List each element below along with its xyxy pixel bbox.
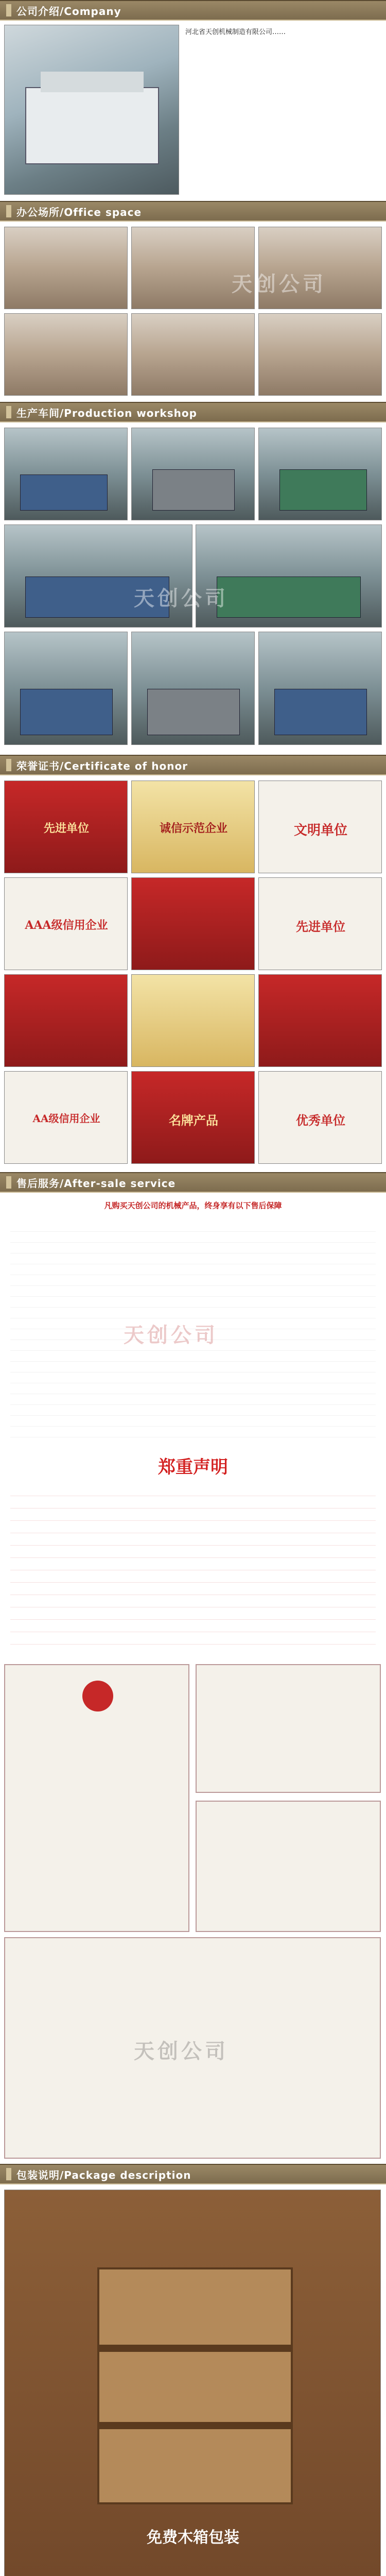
section-marker — [6, 1176, 11, 1189]
section-marker — [6, 2168, 11, 2180]
certificate-title: 诚信示范企业 — [159, 822, 227, 835]
certificate-image — [258, 781, 382, 873]
office-photo — [258, 227, 382, 309]
wooden-crate-photo — [4, 2190, 381, 2576]
section-office-header — [0, 201, 386, 222]
office-photo — [4, 313, 128, 396]
certificate-title: AA级信用企业 — [32, 1112, 100, 1125]
section-title: 办公场所/Office space — [16, 206, 142, 218]
section-title: 包装说明/Package description — [16, 2168, 191, 2181]
certificate-image — [258, 974, 382, 1067]
certificate-document-image — [196, 1664, 381, 1793]
business-license-image — [4, 1937, 381, 2159]
watermark-text: 天创公司 — [232, 272, 326, 296]
section-title: 荣誉证书/Certificate of honor — [16, 759, 188, 772]
section-package-header — [0, 2164, 386, 2184]
watermark-text: 天创公司 — [134, 2039, 229, 2063]
office-photo — [258, 313, 382, 396]
section-title: 公司介绍/Company — [16, 5, 121, 18]
service-text-area — [10, 1221, 376, 1437]
section-marker — [6, 4, 11, 16]
certificate-title: AAA级信用企业 — [25, 919, 108, 932]
service-headline: 凡购买天创公司的机械产品，终身享有以下售后保障 — [104, 1201, 282, 1210]
section-company-header — [0, 0, 386, 21]
section-title: 售后服务/After-sale service — [16, 1177, 176, 1190]
company-intro-text: 河北省天创机械制造有限公司…… — [185, 28, 286, 36]
section-marker — [6, 406, 11, 418]
workshop-photo — [131, 632, 255, 745]
certificate-image — [258, 1071, 382, 1164]
declaration-text — [10, 1484, 376, 1649]
certificate-image — [258, 877, 382, 970]
workshop-photo — [258, 632, 382, 745]
office-photo — [131, 313, 255, 396]
certificate-image — [4, 974, 128, 1067]
section-service-header — [0, 1172, 386, 1193]
certificate-document-image — [196, 1801, 381, 1932]
certificate-image — [4, 877, 128, 970]
workshop-photo — [258, 428, 382, 520]
certificate-image — [131, 781, 255, 873]
office-photo — [131, 227, 255, 309]
business-license-image — [4, 1664, 189, 1932]
office-photo — [4, 227, 128, 309]
watermark-text: 天创公司 — [124, 1323, 218, 1347]
certificate-title: 优秀单位 — [296, 1113, 345, 1128]
workshop-photo — [4, 524, 192, 628]
package-caption: 免费木箱包装 — [147, 2529, 239, 2547]
certificate-image — [4, 1071, 128, 1164]
factory-building-photo — [4, 25, 179, 195]
section-workshop-header — [0, 402, 386, 422]
certificate-title: 先进单位 — [43, 822, 89, 835]
workshop-photo — [4, 428, 128, 520]
declaration-title: 郑重声明 — [158, 1457, 228, 1478]
workshop-photo — [4, 632, 128, 745]
certificate-title: 先进单位 — [296, 919, 345, 934]
section-marker — [6, 205, 11, 217]
certificate-image — [131, 877, 255, 970]
workshop-photo — [131, 428, 255, 520]
certificate-image — [4, 781, 128, 873]
certificate-image — [131, 1071, 255, 1164]
watermark-text: 天创公司 — [134, 586, 229, 611]
workshop-photo — [196, 524, 382, 628]
section-honor-header — [0, 755, 386, 775]
certificate-title: 名牌产品 — [169, 1113, 218, 1128]
section-title: 生产车间/Production workshop — [16, 406, 197, 419]
certificate-title: 文明单位 — [293, 823, 347, 838]
certificate-image — [131, 974, 255, 1067]
section-marker — [6, 759, 11, 771]
